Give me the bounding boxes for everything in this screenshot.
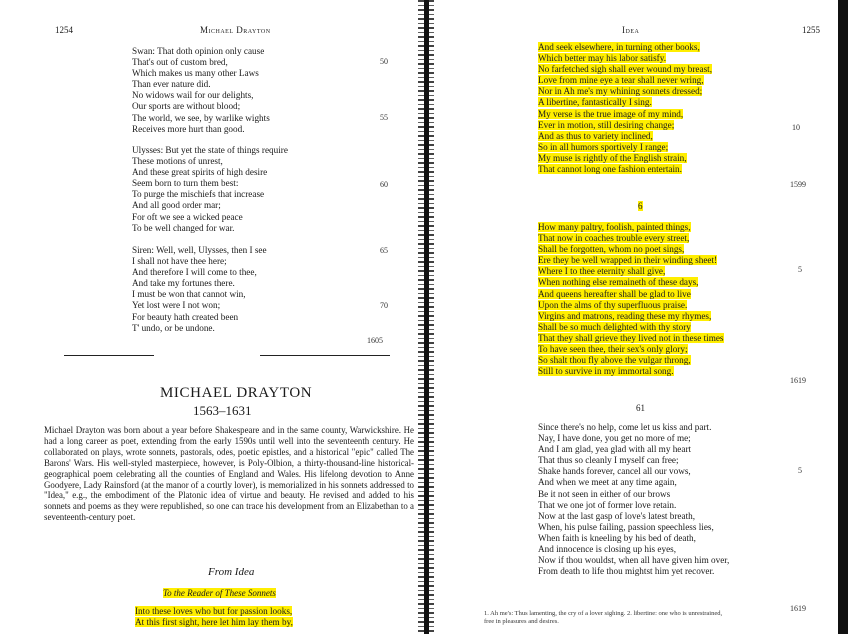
poem-date: 1605 [367, 336, 383, 345]
poem-line: When faith is kneeling by his bed of death, [538, 532, 696, 543]
poem-line: That cannot long one fashion entertain. [538, 164, 682, 175]
poem-line: Receives more hurt than good. [132, 123, 245, 134]
poem-line: Shall be so much delighted with thy story [538, 321, 691, 332]
line-number: 5 [798, 265, 802, 274]
poem-line: The world, we see, by warlike wights [132, 112, 270, 123]
poem-line: To be well changed for war. [132, 222, 235, 233]
poem-line: And queens hereafter shall be glad to live [538, 288, 691, 299]
poem-line: And take my fortunes there. [132, 278, 235, 289]
poem-line: To purge the mischiefs that increase [132, 189, 265, 200]
poem-line: So shalt thou fly above the vulgar throng, [538, 355, 691, 366]
poem-line: Be it not seen in either of our brows [538, 488, 671, 499]
poem-line: And innocence is closing up his eyes, [538, 544, 677, 555]
poem-line: That now in coaches trouble every street, [538, 233, 690, 244]
poem-line: No widows wail for our delights, [132, 90, 254, 101]
poem-line: That thus so cleanly I myself can free; [538, 455, 679, 466]
poem-line: No farfetched sigh shall ever wound my breast, [538, 64, 712, 75]
poem-line: These motions of unrest, [132, 156, 223, 167]
sonnet-number: 61 [636, 403, 645, 413]
poem-stanza [538, 222, 724, 377]
gutter-shadow [424, 0, 429, 634]
poem-line: Upon the alms of thy superfluous praise. [538, 299, 688, 310]
poem-line: That they shall grieve they lived not in these times [538, 332, 724, 343]
poem-line: I must be won that cannot win, [132, 289, 246, 300]
poem-line: So in all humors sportively I range; [538, 141, 669, 152]
poem-line: And I am glad, yea glad with all my heart [538, 444, 692, 455]
poem-line: Where I to thee eternity shall give, [538, 266, 666, 277]
divider [260, 355, 390, 356]
poem-line: To have seen thee, their sex's only glory; [538, 344, 688, 355]
poem-line: And all good order mar; [132, 200, 221, 211]
poem-stanza [538, 422, 729, 577]
footnote: 1. Ah me's: Thus lamenting, the cry of a lover sighing. 2. libertine: one who is unrestrained, free in pleasures and desires. [484, 610, 723, 625]
poem-line: A libertine, fantastically I sing. [538, 97, 652, 108]
poem-line: Shake hands forever, cancel all our vows, [538, 466, 691, 477]
poem-line: Nay, I have done, you get no more of me; [538, 433, 691, 444]
right-page [432, 0, 848, 634]
poem-stanza [132, 46, 270, 135]
poem-line: I shall not have thee here; [132, 256, 227, 267]
poem-line: From death to life thou mightst him yet recover. [538, 566, 715, 577]
line-number: 5 [798, 466, 802, 475]
poem-date: 1619 [790, 376, 806, 385]
author-name: MICHAEL DRAYTON [160, 385, 313, 401]
poem-line: Shall be forgotten, whom no poet sings, [538, 244, 685, 255]
author-biography: Michael Drayton was born about a year before Shakespeare and in the same county, Warwickshire. He had a long career as poet, extending from the early 1590s until well into the seventeenth century. He collaborated on plays, wrote sonnets, pastorals, odes, poetic epistles, and a historical "epic" called The Barons' Wars. His well-styled masterpiece, however, is Poly-Olbion, a thirty-thousand-line historical-geographical poem celebrating all the counties of England and Wales. His lifelong devotion to Anne Goodyere, Lady Rainsford (at the manor of a courtly lover), is memorialized in his sonnets addressed to "Idea," e.g., the embodiment of the Platonic idea of virtue and beauty. He revised and added to his sonnets and poems as they were republished, so one can trace his development from an Elizabethan to a seventeenth-century poet. [44, 425, 414, 523]
poem-line: Into these loves who but for passion looks, [135, 606, 293, 616]
poem-line: Ere they be well wrapped in their winding sheet! [538, 255, 718, 266]
poem-line: When nothing else remaineth of these days, [538, 277, 699, 288]
poem-date: 1599 [790, 180, 806, 189]
line-number: 50 [380, 57, 388, 66]
poem-line: At this first sight, here let him lay them by, [135, 617, 293, 628]
running-head: Michael Drayton [200, 25, 271, 35]
running-head: Idea [622, 25, 640, 35]
poem-line: Which better may his labor satisfy. [538, 53, 666, 64]
poem-line: When, his pulse failing, passion speechless lies, [538, 521, 714, 532]
poem-line: T' undo, or be undone. [132, 322, 215, 333]
poem-stanza [132, 145, 288, 234]
poem-line: Our sports are without blood; [132, 101, 241, 112]
poem-line: Still to survive in my immortal song. [538, 366, 674, 377]
poem-date: 1619 [790, 604, 806, 613]
line-number: 10 [792, 123, 800, 132]
line-number: 70 [380, 301, 388, 310]
poem-line: Than ever nature did. [132, 79, 211, 90]
author-years: 1563–1631 [193, 403, 252, 418]
line-number: 60 [380, 180, 388, 189]
line-number: 55 [380, 113, 388, 122]
poem-line: And when we meet at any time again, [538, 477, 677, 488]
poem-line: Love from mine eye a tear shall never wring, [538, 75, 704, 86]
poem-line: My verse is the true image of my mind, [538, 108, 684, 119]
poem-line: For oft we see a wicked peace [132, 211, 243, 222]
poem-stanza [135, 606, 293, 628]
poem-line: And as thus to variety inclined, [538, 130, 653, 141]
page-number: 1254 [55, 25, 73, 35]
poem-line: And these great spirits of high desire [132, 167, 268, 178]
line-number: 65 [380, 246, 388, 255]
poem-line: Seem born to turn them best: [132, 178, 239, 189]
poem-line: Virgins and matrons, reading these my rhymes, [538, 310, 712, 321]
poem-line: Ulysses: But yet the state of things require [132, 145, 288, 155]
poem-line: Siren: Well, well, Ulysses, then I see [132, 245, 267, 255]
left-page [0, 0, 420, 634]
poem-line: That's out of custom bred, [132, 57, 228, 68]
poem-line: Now if thou wouldst, when all have given him over, [538, 555, 730, 566]
poem-line: Swan: That doth opinion only cause [132, 46, 265, 56]
section-title: From Idea [208, 566, 255, 578]
poem-line: Now at the last gasp of love's latest breath, [538, 510, 696, 521]
poem-line: That we one jot of former love retain. [538, 499, 677, 510]
poem-line: Yet lost were I not won; [132, 300, 221, 311]
page-number: 1255 [802, 25, 820, 35]
poem-line: Ever in motion, still desiring change; [538, 119, 675, 130]
poem-line: And seek elsewhere, in turning other books, [538, 42, 700, 52]
poem-stanza [538, 42, 712, 175]
poem-line: Since there's no help, come let us kiss and part. [538, 422, 712, 432]
divider [64, 355, 154, 356]
sonnet-subtitle: To the Reader of These Sonnets [163, 588, 276, 598]
poem-line: And therefore I will come to thee, [132, 267, 257, 278]
poem-line: For beauty hath created been [132, 311, 239, 322]
poem-line: Nor in Ah me's my whining sonnets dressed; [538, 86, 703, 97]
poem-line: My muse is rightly of the English strain, [538, 152, 687, 163]
poem-line: Which makes us many other Laws [132, 68, 259, 79]
sonnet-number: 6 [638, 201, 643, 211]
poem-stanza [132, 245, 267, 334]
poem-line: How many paltry, foolish, painted things, [538, 222, 691, 232]
